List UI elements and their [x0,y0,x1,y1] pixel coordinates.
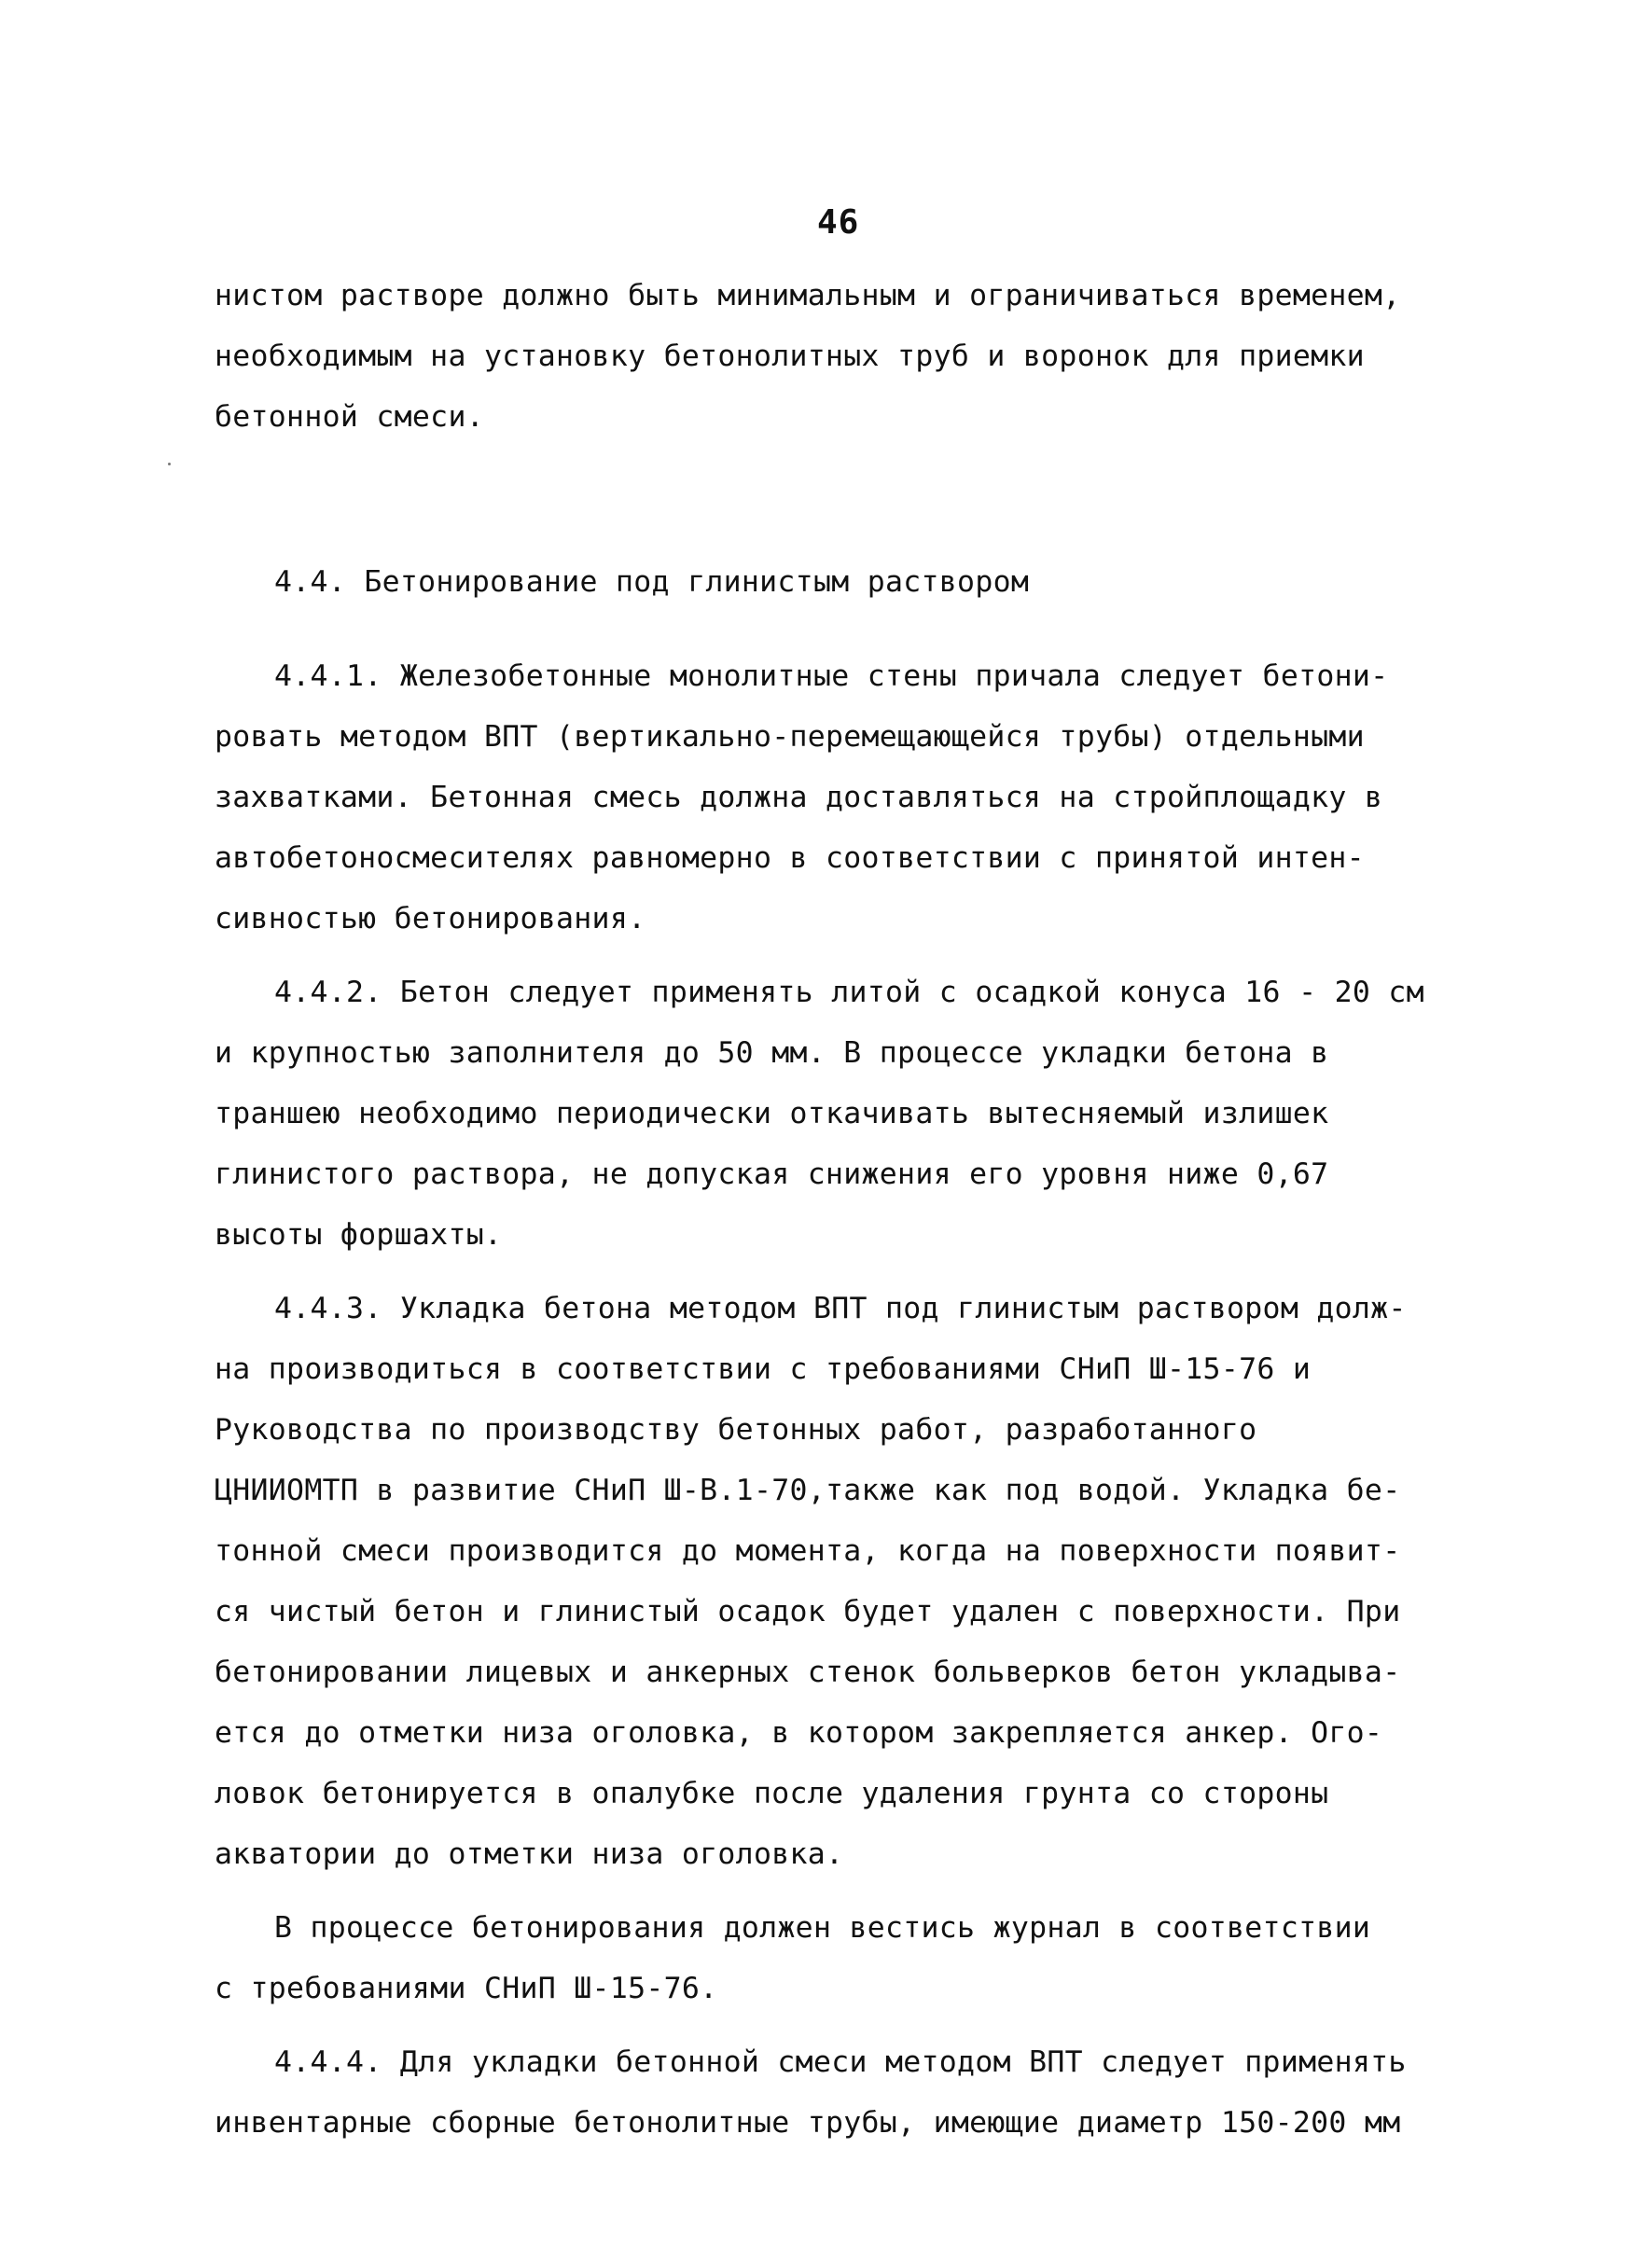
text-line: необходимым на установку бетонолитных труб и воронок для приемки [215,340,1365,373]
text-line: ется до отметки низа оголовка, в котором закрепляется анкер. Ого- [215,1716,1383,1750]
text-line: и крупностью заполнителя до 50 мм. В процессе укладки бетона в [215,1036,1329,1070]
text-line: высоты форшахты. [215,1218,503,1252]
text-line: В процессе бетонирования должен вестись журнал в соответствии [274,1911,1371,1945]
scan-speck [168,463,171,465]
page-number: 46 [817,203,860,242]
text-line: захватками. Бетонная смесь должна доставляться на стройплощадку в [215,781,1383,814]
paragraph-journal [215,1898,1520,2019]
text-line: автобетоносмесителях равномерно в соответствии с принятой интен- [215,841,1365,875]
text-line: инвентарные сборные бетонолитные трубы, имеющие диаметр 150-200 мм [215,2106,1401,2140]
text-line: бетонировании лицевых и анкерных стенок больверков бетон укладыва- [215,1656,1401,1689]
text-line: Руководства по производству бетонных работ, разработанного [215,1413,1257,1447]
text-line: ловок бетонируется в опалубке после удаления грунта со стороны [215,1777,1329,1810]
text-line: глинистого раствора, не допуская снижения его уровня ниже 0,67 [215,1157,1329,1191]
text-line: ровать методом ВПТ (вертикально-перемещающейся трубы) отдельными [215,720,1365,754]
text-line: 4.4.3. Укладка бетона методом ВПТ под глинистым раствором долж- [274,1292,1407,1325]
paragraph-4-4-1 [215,646,1520,949]
text-line: ся чистый бетон и глинистый осадок будет удален с поверхности. При [215,1595,1401,1628]
text-line: 4.4.4. Для укладки бетонной смеси методом ВПТ следует применять [274,2045,1407,2079]
paragraph-4-4-4 [215,2032,1520,2154]
text-line: траншею необходимо периодически откачивать вытесняемый излишек [215,1097,1329,1130]
text-line: нистом растворе должно быть минимальным и ограничиваться временем, [215,279,1401,312]
text-line: 4.4.1. Железобетонные монолитные стены причала следует бетони- [274,659,1389,693]
text-line: на производиться в соответствии с требованиями СНиП Ш-15-76 и [215,1352,1312,1386]
text-line: ЦНИИОМТП в развитие СНиП Ш-В.1-70,также как под водой. Укладка бе- [215,1474,1401,1507]
section-heading: 4.4. Бетонирование под глинистым раствором [274,565,1030,599]
paragraph-4-4-3 [215,1279,1520,1885]
paragraph-4-4-2 [215,963,1520,1266]
text-line: тонной смеси производится до момента, когда на поверхности появит- [215,1534,1401,1568]
text-line: акватории до отметки низа оголовка. [215,1837,844,1871]
text-line: бетонной смеси. [215,400,484,434]
body-text [215,266,1520,2154]
text-line: 4.4.2. Бетон следует применять литой с осадкой конуса 16 - 20 см [274,976,1424,1009]
text-line: с требованиями СНиП Ш-15-76. [215,1972,718,2005]
text-line: сивностью бетонирования. [215,902,646,935]
